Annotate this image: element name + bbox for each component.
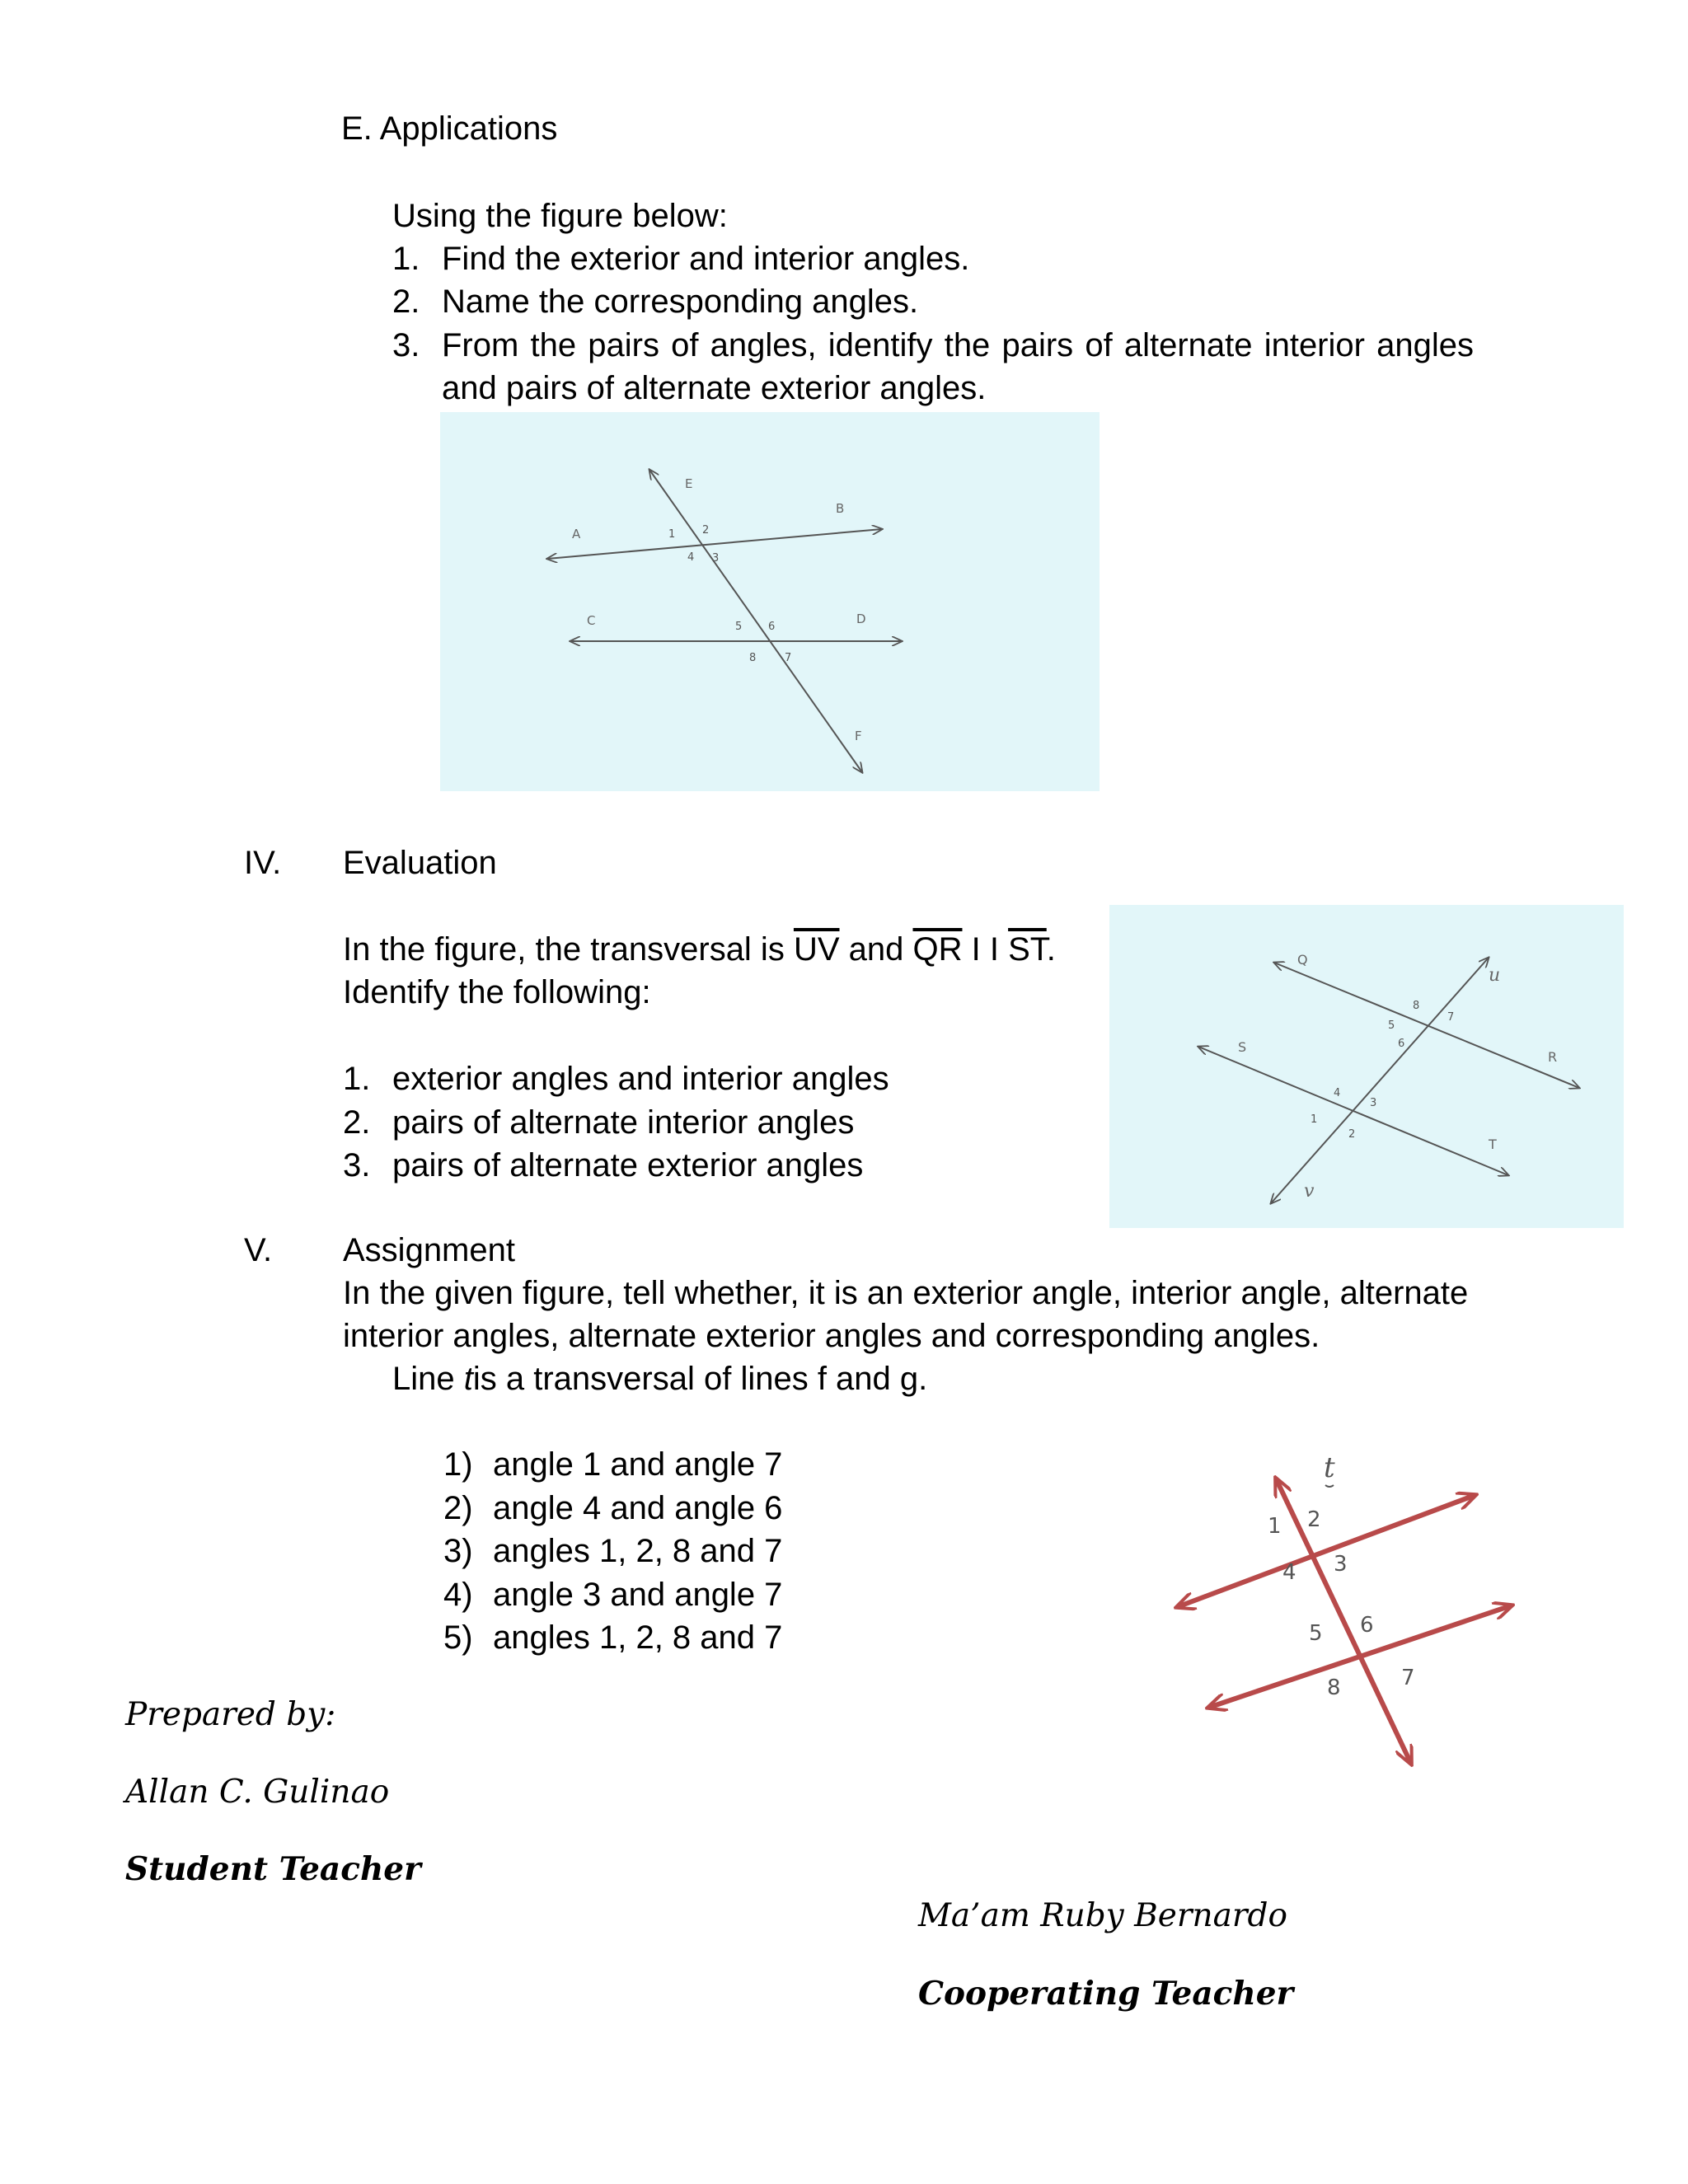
list-text: angles 1, 2, 8 and 7 [493, 1619, 783, 1656]
cooperating-teacher-role: Cooperating Teacher [918, 1975, 1294, 2013]
angle-label: 8 [1413, 1000, 1420, 1012]
angle-label: 6 [1398, 1038, 1405, 1050]
label-r: R [1548, 1049, 1558, 1065]
list-item [392, 282, 918, 321]
student-teacher-role: Student Teacher [125, 1850, 421, 1888]
angle-label: 6 [768, 621, 776, 633]
list-text-continued: and pairs of alternate exterior angles. [442, 370, 987, 406]
label-f: F [855, 729, 862, 743]
section-v-numeral: V. [244, 1232, 273, 1268]
section-v-heading: Assignment [343, 1232, 515, 1268]
angle-label: 7 [1447, 1011, 1455, 1024]
angle-label: 2 [1307, 1507, 1321, 1532]
label-e: E [685, 476, 693, 491]
angle-label: 4 [687, 551, 695, 564]
list-number: 1. [392, 241, 420, 277]
list-text: pairs of alternate interior angles [392, 1104, 855, 1141]
list-number: 2) [443, 1490, 473, 1526]
list-text: Name the corresponding angles. [442, 284, 919, 320]
list-item [443, 1575, 782, 1615]
line-t [1276, 1479, 1411, 1764]
angle-label: 5 [1388, 1019, 1395, 1032]
angle-label: 4 [1282, 1560, 1296, 1585]
label-a: A [572, 527, 581, 541]
label-s: S [1238, 1039, 1247, 1055]
list-number: 5) [443, 1619, 473, 1656]
angle-label: 7 [1401, 1666, 1415, 1690]
angle-label: 6 [1360, 1613, 1374, 1638]
sentence-text: In the figure, the transversal is [343, 931, 794, 968]
label-c: C [587, 613, 596, 628]
list-item [443, 1531, 782, 1571]
list-number: 1. [343, 1061, 371, 1097]
list-item [443, 1488, 782, 1528]
segment-st: $\overline{ST}$ [1008, 931, 1047, 968]
list-item [443, 1618, 782, 1657]
sentence-text: and [839, 931, 913, 968]
label-v: v [1304, 1181, 1315, 1202]
section-iv-numeral: IV. [244, 845, 282, 881]
list-item [343, 1103, 854, 1142]
list-number: 3. [392, 327, 420, 363]
list-number: 3. [343, 1147, 371, 1183]
list-number: 3) [443, 1533, 473, 1569]
list-text: angle 1 and angle 7 [493, 1446, 783, 1483]
sentence-text: I I [962, 931, 1009, 968]
label-t: T [1489, 1137, 1497, 1152]
list-text: angle 4 and angle 6 [493, 1490, 783, 1526]
figure-background [440, 412, 1100, 791]
assignment-paragraph: interior angles, alternate exterior angles and corresponding angles. [343, 1318, 1320, 1354]
label-b: B [836, 501, 845, 516]
angle-label: 1 [1268, 1514, 1282, 1539]
list-item [392, 326, 1474, 365]
segment-uv: $\overline{UV}$ [793, 931, 840, 968]
label-q: Q [1297, 952, 1308, 968]
list-text: Find the exterior and interior angles. [442, 241, 970, 277]
list-text: pairs of alternate exterior angles [392, 1147, 864, 1183]
angle-label: 8 [1327, 1675, 1341, 1700]
section-iv-heading: Evaluation [343, 845, 497, 881]
angle-label: 3 [1334, 1552, 1348, 1577]
angle-label: 2 [702, 524, 710, 537]
list-text: exterior angles and interior angles [392, 1061, 889, 1097]
angles-figure-assignment [1162, 1444, 1525, 1774]
segment-qr: $\overline{QR}$ [912, 931, 963, 968]
list-item [343, 1146, 863, 1185]
identify-label: Identify the following: [343, 974, 651, 1010]
list-item [392, 239, 969, 279]
list-item [443, 1445, 782, 1484]
angle-label: 3 [712, 552, 720, 565]
transversal-sentence [343, 930, 1056, 969]
label-t: t [1324, 1451, 1335, 1484]
angle-label: 1 [1311, 1113, 1318, 1126]
student-teacher-name: Allan C. Gulinao [125, 1774, 390, 1811]
angle-label: 8 [749, 652, 757, 664]
statement-text: Line [392, 1361, 464, 1397]
sentence-text: . [1046, 931, 1056, 968]
list-text: From the pairs of angles, identify the pairs of alternate interior angles [442, 327, 1474, 363]
list-number: 1) [443, 1446, 473, 1483]
list-item [343, 1059, 889, 1099]
angle-label: 7 [785, 652, 792, 664]
angle-label: 2 [1348, 1128, 1356, 1141]
list-number: 2. [343, 1104, 371, 1141]
angle-label: 5 [735, 621, 743, 633]
line-t-name: t [463, 1361, 473, 1397]
figure-background [1109, 905, 1624, 1228]
list-text: angles 1, 2, 8 and 7 [493, 1533, 783, 1569]
angle-label: 1 [668, 528, 676, 541]
label-u: u [1489, 965, 1501, 986]
angle-label: 4 [1334, 1087, 1341, 1099]
label-d: D [856, 612, 866, 626]
prepared-by-label: Prepared by: [125, 1696, 336, 1733]
angle-label: 5 [1309, 1621, 1323, 1646]
list-text: angle 3 and angle 7 [493, 1577, 783, 1613]
angles-figure-evaluation [1109, 905, 1624, 1228]
statement-text: is a transversal of lines f and g. [472, 1361, 928, 1397]
transversal-statement [392, 1359, 927, 1399]
angle-label: 3 [1370, 1097, 1377, 1109]
angles-figure-e [440, 412, 1100, 791]
section-e-intro: Using the figure below: [392, 198, 728, 234]
tilde-mark [1325, 1485, 1334, 1487]
list-number: 2. [392, 284, 420, 320]
section-e-heading: E. Applications [341, 110, 558, 147]
cooperating-teacher-name: Ma’am Ruby Bernardo [918, 1897, 1287, 1934]
assignment-paragraph: In the given figure, tell whether, it is an exterior angle, interior angle, alternate [343, 1275, 1469, 1311]
list-number: 4) [443, 1577, 473, 1613]
